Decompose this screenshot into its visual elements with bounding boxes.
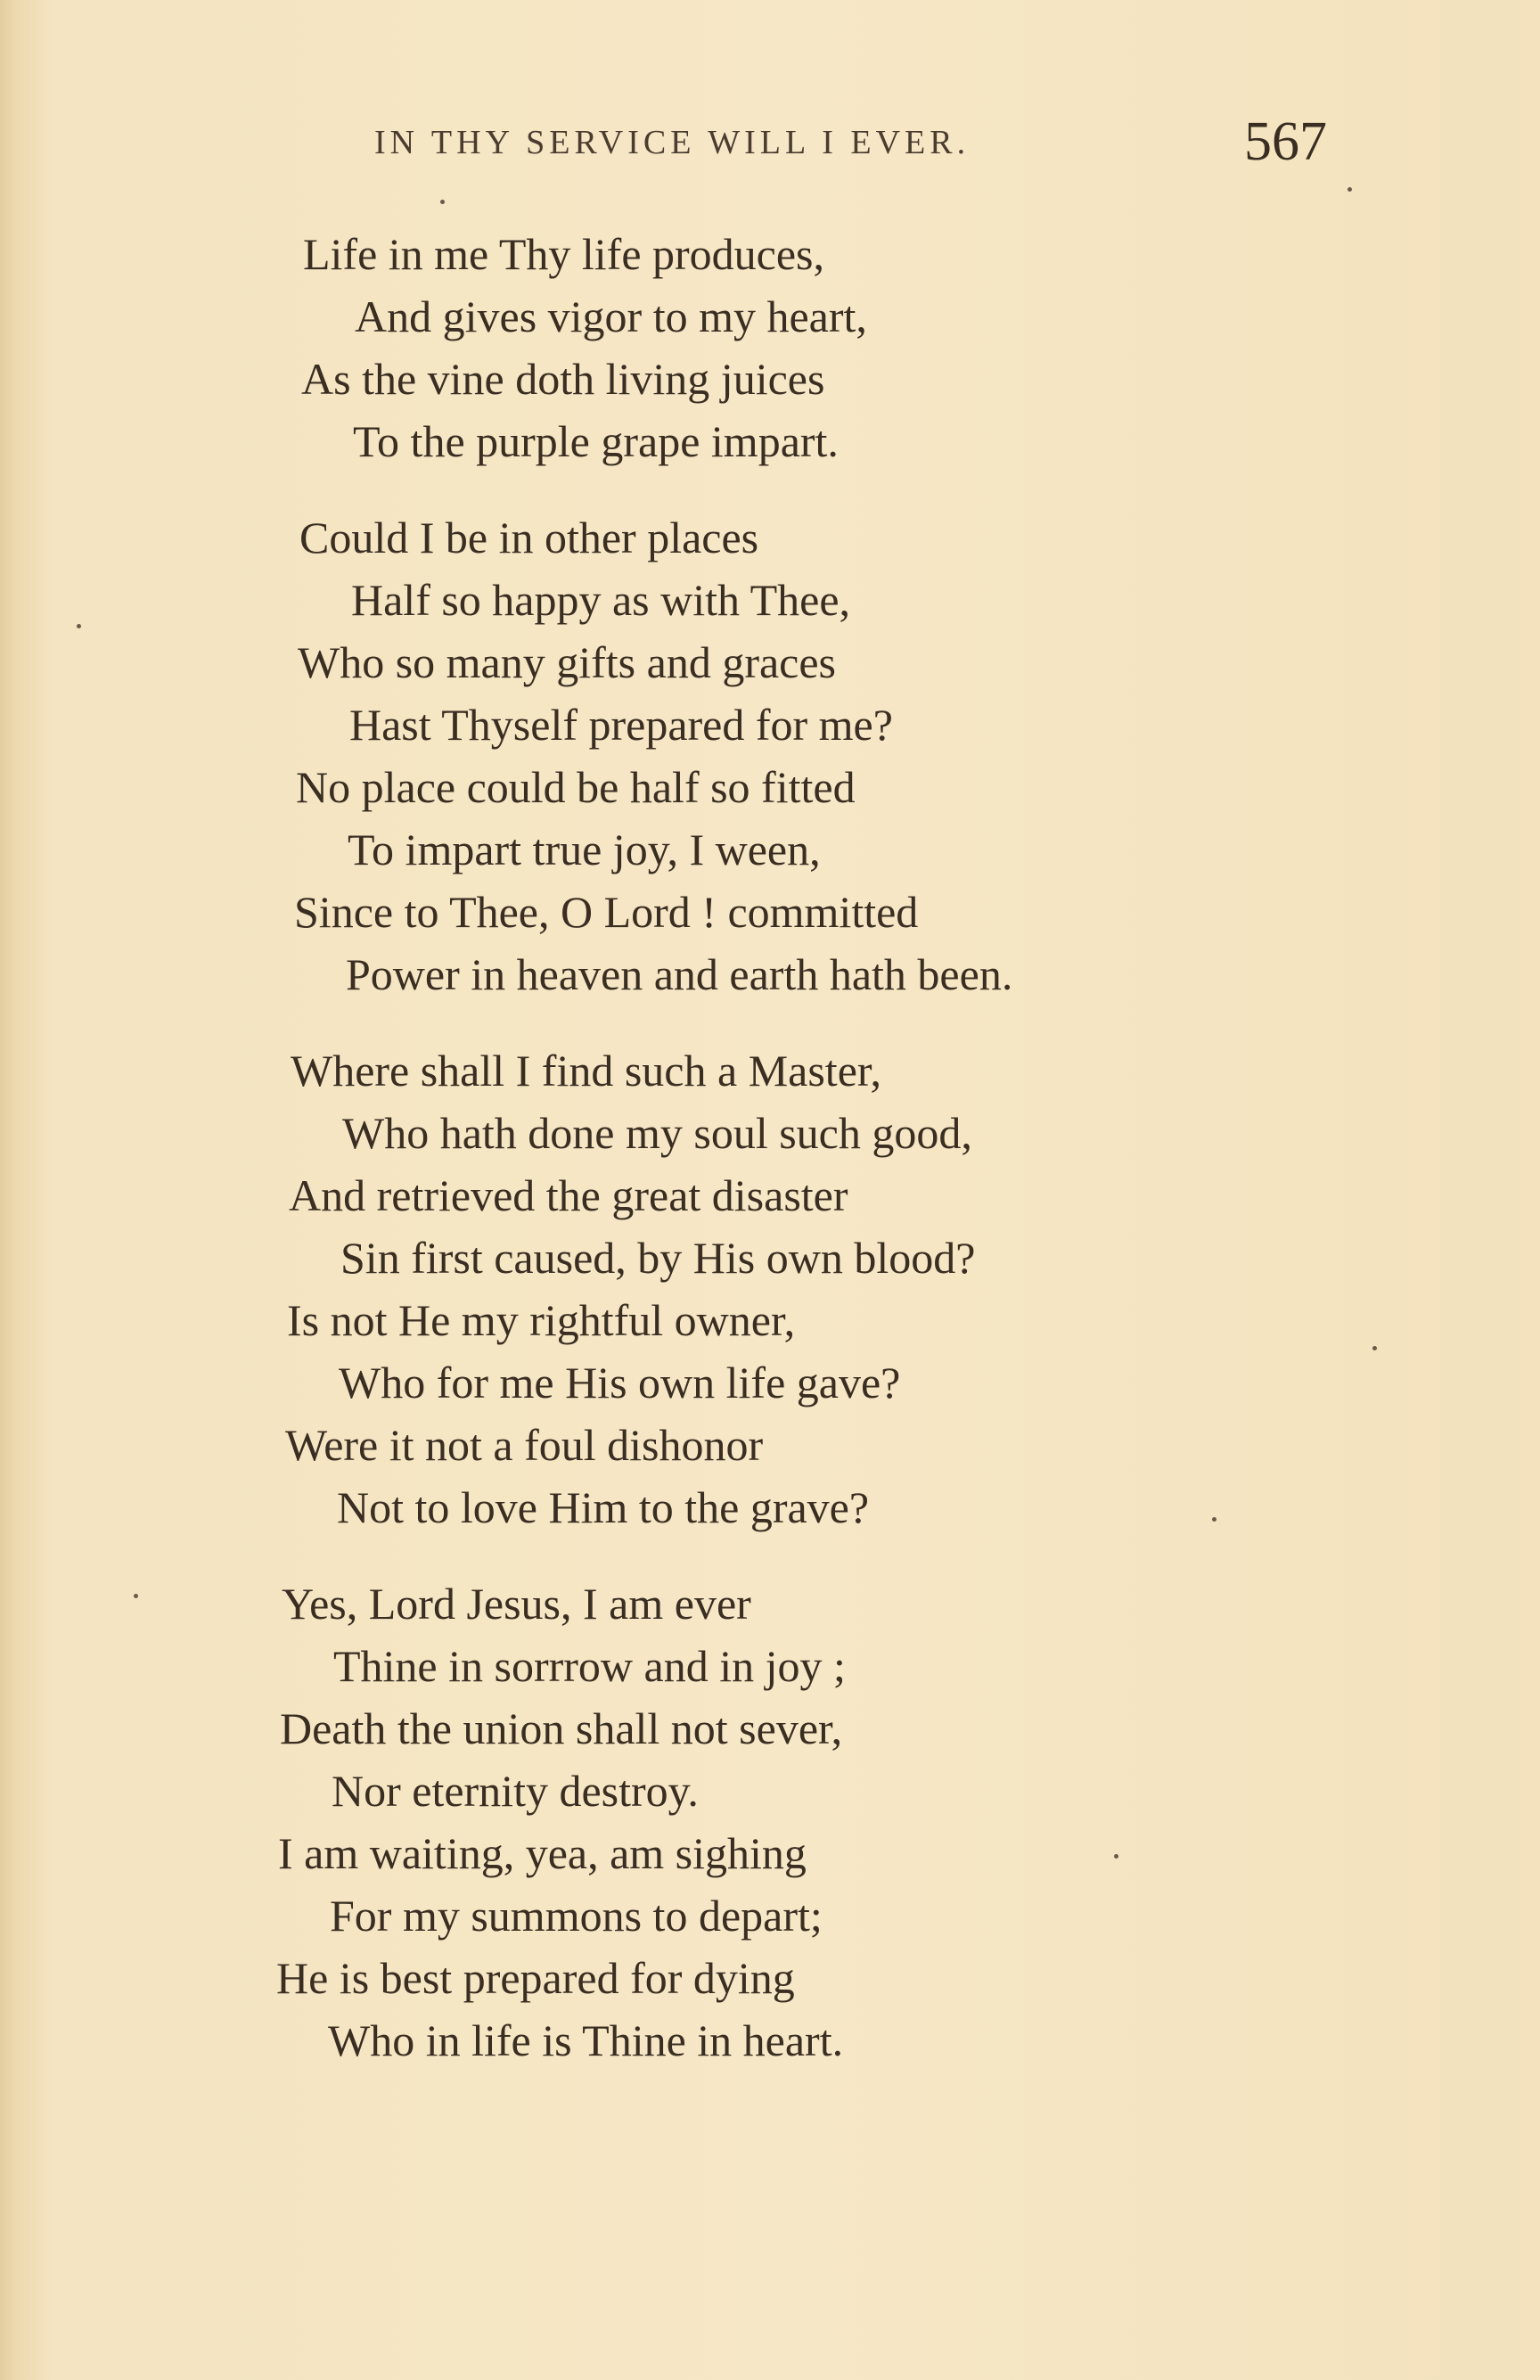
poem-line: Power in heaven and earth hath been.	[346, 949, 1013, 999]
poem-line: I am waiting, yea, am sighing	[278, 1828, 807, 1878]
poem-line: For my summons to depart;	[330, 1891, 823, 1941]
poem-line: To impart true joy, I ween,	[348, 825, 821, 874]
stanza-2	[0, 506, 1540, 1005]
poem-line: And gives vigor to my heart,	[355, 291, 867, 341]
running-title: IN THY SERVICE WILL I EVER.	[374, 124, 971, 161]
stanza-4	[0, 1572, 1540, 2072]
poem-line: Half so happy as with Thee,	[351, 575, 851, 625]
poem-line: Since to Thee, O Lord ! committed	[294, 887, 919, 937]
print-speck	[1348, 187, 1352, 192]
poem-line: Who in life is Thine in heart.	[328, 2015, 844, 2065]
poem-line: Sin first caused, by His own blood?	[340, 1233, 976, 1283]
poem-line: Thine in sorrrow and in joy ;	[333, 1641, 846, 1691]
poem-line: Nor eternity destroy.	[332, 1766, 699, 1816]
print-speck	[134, 1594, 138, 1598]
poem-line: No place could be half so fitted	[296, 762, 856, 812]
poem-line: Where shall I find such a Master,	[291, 1046, 882, 1096]
poem-line: Life in me Thy life produces,	[303, 229, 825, 279]
print-speck	[1212, 1517, 1216, 1522]
poem-line: And retrieved the great disaster	[289, 1170, 848, 1220]
poem-line: Who hath done my soul such good,	[342, 1108, 972, 1158]
poem-line: Who so many gifts and graces	[298, 637, 837, 687]
poem-line: Could I be in other places	[299, 513, 759, 562]
poem-line: Not to love Him to the grave?	[337, 1482, 870, 1532]
poem-line: Who for me His own life gave?	[339, 1358, 901, 1407]
poem-line: Death the union shall not sever,	[280, 1703, 843, 1753]
poem-line: As the vine doth living juices	[301, 354, 825, 404]
poem-line: Were it not a foul dishonor	[285, 1420, 764, 1470]
stanza-1	[0, 223, 1540, 472]
print-speck	[1114, 1854, 1118, 1859]
print-speck	[440, 200, 445, 204]
poem-line: He is best prepared for dying	[276, 1953, 795, 2003]
poem-line: Hast Thyself prepared for me?	[349, 700, 893, 750]
poem-line: To the purple grape impart.	[353, 416, 839, 466]
poem-line: Is not He my rightful owner,	[287, 1295, 796, 1345]
page-number: 567	[1244, 111, 1327, 172]
stanza-3	[0, 1039, 1540, 1539]
poem-line: Yes, Lord Jesus, I am ever	[282, 1579, 751, 1629]
print-speck	[77, 624, 81, 628]
print-speck	[1372, 1346, 1377, 1350]
poem	[0, 223, 1540, 2072]
